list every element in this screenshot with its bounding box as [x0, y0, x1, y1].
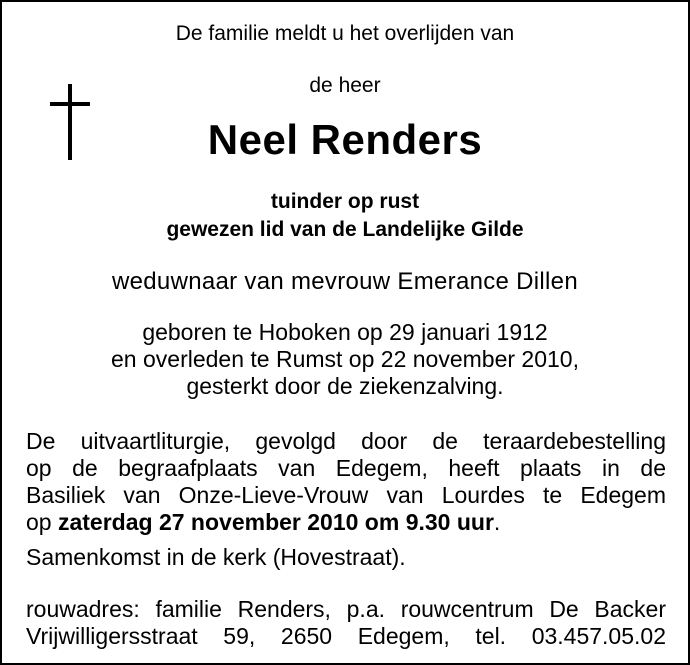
funeral-line-2: op de begraafplaats van Edegem, heeft plaats in de: [26, 455, 666, 481]
funeral-paragraph: [26, 428, 666, 536]
address-line-2: Vrijwilligersstraat 59, 2650 Edegem, tel. 03.457.05.02: [26, 623, 666, 649]
funeral-line-4: [26, 509, 666, 536]
funeral-line-3: Basiliek van Onze-Lieve-Vrouw van Lourdes te Edegem: [26, 482, 666, 508]
intro-text: De familie meldt u het overlijden van: [175, 22, 515, 45]
funeral-end: .: [493, 509, 501, 535]
death-line: en overleden te Rumst op 22 november 2010,: [111, 346, 579, 372]
funeral-on: op: [26, 509, 52, 535]
gathering-line: Samenkomst in de kerk (Hovestraat).: [26, 544, 406, 570]
address-line-1: rouwadres: familie Renders, p.a. rouwcentrum De Backer: [26, 596, 666, 622]
occupation-line-1: tuinder op rust: [270, 190, 420, 213]
funeral-date: zaterdag 27 november 2010 om 9.30 uur: [57, 509, 494, 535]
salutation: de heer: [309, 74, 381, 97]
sacrament-line: gesterkt door de ziekenzalving.: [186, 373, 504, 399]
birth-line: geboren te Hoboken op 29 januari 1912: [142, 319, 548, 345]
widower-line: weduwnaar van mevrouw Emerance Dillen: [112, 268, 578, 295]
funeral-line-1: De uitvaartliturgie, gevolgd door de teraardebestelling: [26, 428, 666, 454]
occupation-line-2: gewezen lid van de Landelijke Gilde: [166, 218, 524, 241]
deceased-name: Neel Renders: [207, 116, 483, 163]
